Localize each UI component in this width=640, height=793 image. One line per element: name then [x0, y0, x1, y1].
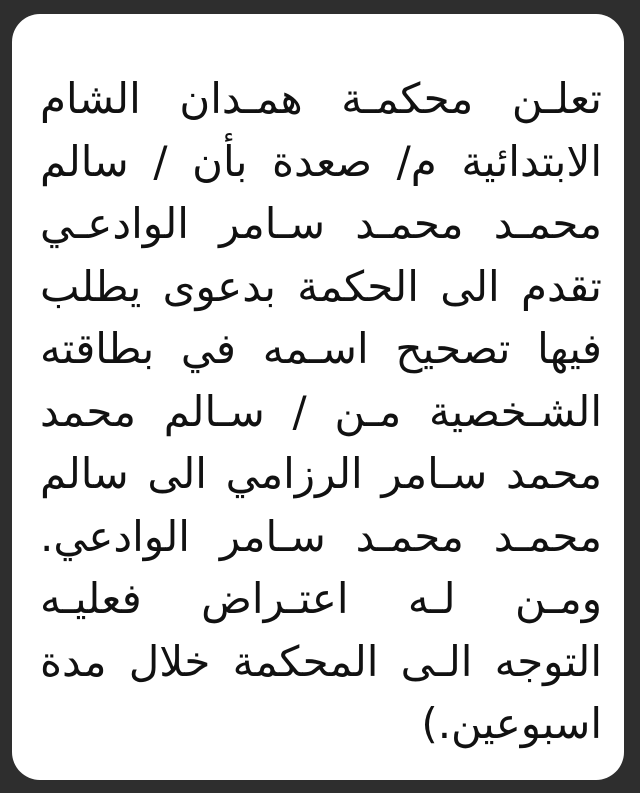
notice-frame	[12, 14, 624, 780]
notice-line: فيها تصحيح اسـمه في بطاقته	[40, 324, 602, 373]
notice-line: اسبوعين.)	[421, 699, 602, 748]
notice-line: تعلـن محكمـة همـدان الشام	[40, 74, 602, 123]
notice-line: التوجه الـى المحكمة خلال مدة	[40, 636, 602, 686]
notice-line: الشـخصية مـن / سـالم محمد	[40, 386, 602, 436]
notice-text	[40, 68, 602, 756]
notice-line: تقدم الى الحكمة بدعوى يطلب	[40, 261, 602, 311]
notice-line: ومـن لـه اعتـراض فعليـه	[40, 574, 602, 623]
notice-line: محمد سـامر الرزامي الى سالم	[40, 449, 602, 498]
notice-line: محمـد محمـد سـامر الوادعـي	[40, 199, 602, 248]
notice-line: محمـد محمـد سـامر الوادعي.	[40, 511, 602, 561]
notice-line: الابتدائية م/ صعدة بأن / سالم	[40, 136, 602, 186]
